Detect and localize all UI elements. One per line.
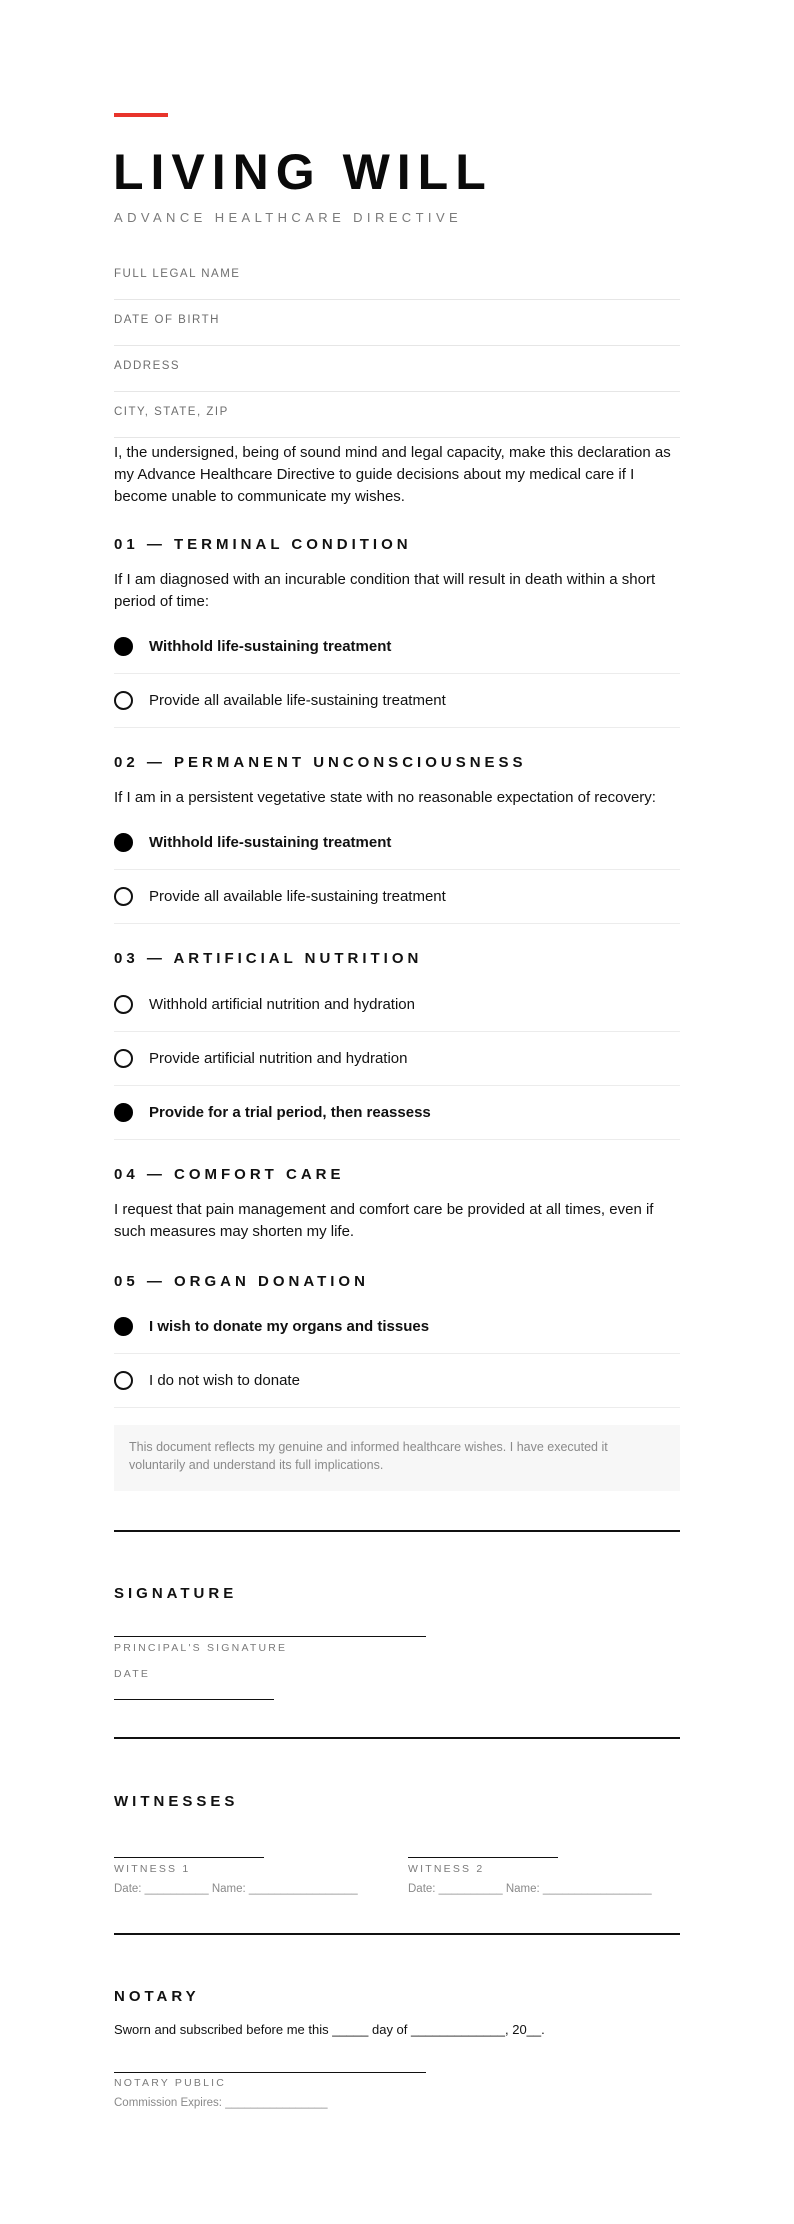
notary-public-label: NOTARY PUBLIC	[114, 2077, 227, 2089]
radio-selected-icon[interactable]	[114, 637, 133, 656]
document-title: LIVING WILL	[113, 144, 493, 200]
witness-1-signature-line[interactable]	[114, 1857, 264, 1858]
principal-signature-label: PRINCIPAL'S SIGNATURE	[114, 1642, 288, 1654]
principal-signature-line[interactable]	[114, 1636, 426, 1637]
witness-2-signature-line[interactable]	[408, 1857, 558, 1858]
section-heading-comfort-care: 04 — COMFORT CARE	[114, 1166, 345, 1183]
city-state-zip-field[interactable]	[114, 392, 680, 438]
date-of-birth-field[interactable]	[114, 300, 680, 346]
section-divider	[114, 1933, 680, 1935]
affirmation-note	[114, 1425, 680, 1491]
field-label: ADDRESS	[114, 360, 181, 372]
full-legal-name-field[interactable]	[114, 254, 680, 300]
option-label: Provide all available life-sustaining treatment	[149, 692, 446, 709]
witness-2-label: WITNESS 2	[408, 1863, 485, 1875]
option-label: I wish to donate my organs and tissues	[149, 1318, 430, 1335]
field-label: FULL LEGAL NAME	[114, 268, 241, 280]
witness-2-details: Date: __________ Name: _________________	[408, 1883, 652, 1895]
declaration-text: I, the undersigned, being of sound mind and legal capacity, make this declaration as my Advance Healthcare Directive to guide decisions about my medical care if I become unable to communicate my wishes.	[114, 444, 671, 505]
date-label: DATE	[114, 1668, 151, 1680]
notary-heading: NOTARY	[114, 1988, 200, 2005]
radio-empty-icon[interactable]	[114, 1371, 133, 1390]
signature-heading: SIGNATURE	[114, 1585, 238, 1602]
option-label: Withhold artificial nutrition and hydration	[149, 996, 415, 1013]
option-withhold-treatment[interactable]	[114, 620, 680, 674]
section-divider	[114, 1737, 680, 1739]
option-provide-treatment[interactable]	[114, 870, 680, 924]
notary-statement: Sworn and subscribed before me this _____ day of _____________, 20__.	[114, 2022, 545, 2037]
field-label: DATE OF BIRTH	[114, 314, 220, 326]
option-provide-treatment[interactable]	[114, 674, 680, 728]
radio-selected-icon[interactable]	[114, 1103, 133, 1122]
option-withhold-nutrition[interactable]	[114, 978, 680, 1032]
option-withhold-treatment[interactable]	[114, 816, 680, 870]
section-description: If I am diagnosed with an incurable condition that will result in death within a short period of time:	[114, 571, 656, 610]
radio-empty-icon[interactable]	[114, 691, 133, 710]
commission-expires-text: Commission Expires: ________________	[114, 2097, 328, 2109]
radio-empty-icon[interactable]	[114, 995, 133, 1014]
address-field[interactable]	[114, 346, 680, 392]
notary-signature-line[interactable]	[114, 2072, 426, 2073]
option-label: Provide all available life-sustaining treatment	[149, 888, 446, 905]
option-label: Provide artificial nutrition and hydration	[149, 1050, 408, 1067]
option-donate-organs[interactable]	[114, 1300, 680, 1354]
witness-1-details: Date: __________ Name: _________________	[114, 1883, 358, 1895]
section-heading-organ-donation: 05 — ORGAN DONATION	[114, 1273, 369, 1290]
section-heading-artificial-nutrition: 03 — ARTIFICIAL NUTRITION	[114, 950, 423, 967]
field-label: CITY, STATE, ZIP	[114, 406, 229, 418]
option-label: Provide for a trial period, then reassess	[149, 1104, 431, 1121]
option-trial-period[interactable]	[114, 1086, 680, 1140]
witness-1-label: WITNESS 1	[114, 1863, 191, 1875]
section-heading-terminal-condition: 01 — TERMINAL CONDITION	[114, 536, 412, 553]
section-divider	[114, 1530, 680, 1532]
section-description: If I am in a persistent vegetative state with no reasonable expectation of recovery:	[114, 789, 656, 806]
option-label: Withhold life-sustaining treatment	[149, 834, 392, 851]
document-subtitle: ADVANCE HEALTHCARE DIRECTIVE	[114, 210, 463, 225]
option-label: I do not wish to donate	[149, 1372, 300, 1389]
date-signature-line[interactable]	[114, 1699, 274, 1700]
radio-empty-icon[interactable]	[114, 1049, 133, 1068]
section-description: I request that pain management and comfort care be provided at all times, even if such measures may shorten my life.	[114, 1201, 654, 1240]
accent-bar	[114, 113, 168, 117]
radio-selected-icon[interactable]	[114, 1317, 133, 1336]
option-provide-nutrition[interactable]	[114, 1032, 680, 1086]
option-do-not-donate[interactable]	[114, 1354, 680, 1408]
section-heading-permanent-unconsciousness: 02 — PERMANENT UNCONSCIOUSNESS	[114, 754, 527, 771]
radio-empty-icon[interactable]	[114, 887, 133, 906]
option-label: Withhold life-sustaining treatment	[149, 638, 392, 655]
radio-selected-icon[interactable]	[114, 833, 133, 852]
witnesses-heading: WITNESSES	[114, 1793, 239, 1810]
affirmation-text: This document reflects my genuine and informed healthcare wishes. I have executed it voluntarily and understand its full implications.	[129, 1440, 608, 1472]
